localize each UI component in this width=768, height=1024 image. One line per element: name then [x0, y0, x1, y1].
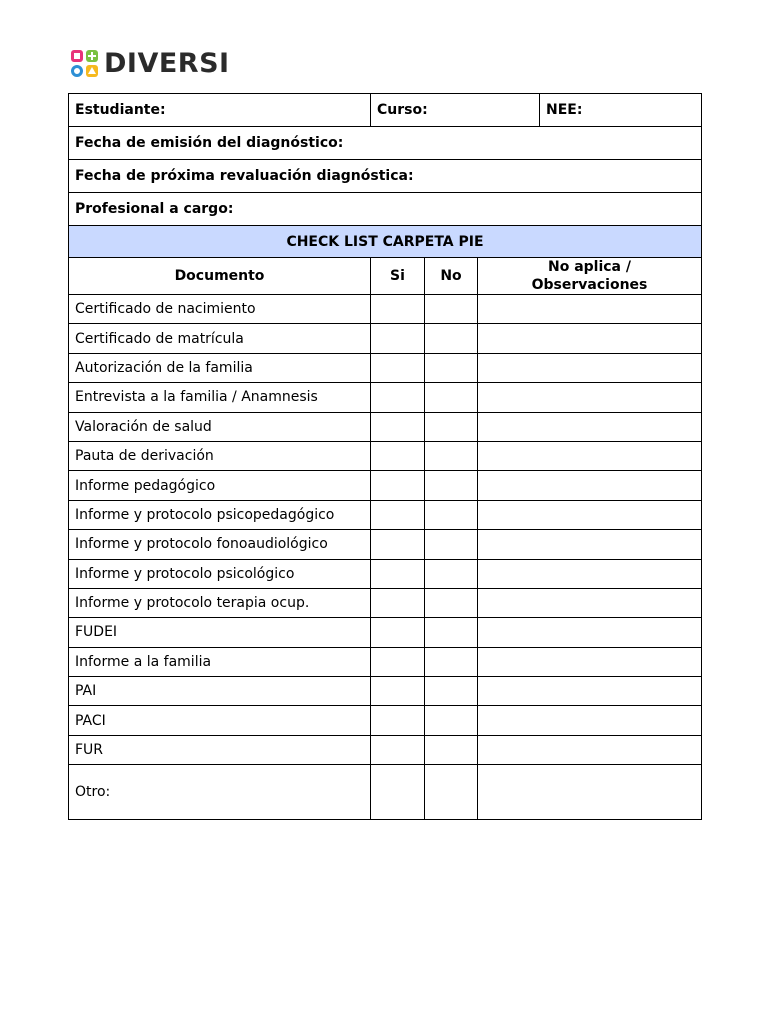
table-row — [69, 324, 702, 353]
fecha-revaluacion-field[interactable]: Fecha de próxima revaluación diagnóstica: — [69, 160, 702, 193]
table-row — [69, 618, 702, 647]
observaciones-cell[interactable] — [478, 706, 702, 735]
document-label: PACI — [69, 706, 371, 735]
no-cell[interactable] — [425, 295, 478, 324]
si-cell[interactable] — [371, 647, 425, 676]
si-cell[interactable] — [371, 412, 425, 441]
column-no: No — [425, 258, 478, 295]
document-label: Otro: — [69, 765, 371, 820]
document-label: PAI — [69, 677, 371, 706]
document-label: Pauta de derivación — [69, 441, 371, 470]
document-label: Informe y protocolo psicopedagógico — [69, 500, 371, 529]
document-label: FUR — [69, 735, 371, 764]
column-no-aplica — [478, 258, 702, 295]
observaciones-cell[interactable] — [478, 500, 702, 529]
si-cell[interactable] — [371, 353, 425, 382]
logo-mark-icon — [70, 48, 101, 79]
si-cell[interactable] — [371, 441, 425, 470]
table-row — [69, 735, 702, 764]
no-cell[interactable] — [425, 471, 478, 500]
document-label: Informe y protocolo terapia ocup. — [69, 588, 371, 617]
observaciones-cell[interactable] — [478, 412, 702, 441]
checklist-form — [68, 93, 702, 820]
table-row — [69, 706, 702, 735]
observaciones-cell[interactable] — [478, 353, 702, 382]
no-cell[interactable] — [425, 500, 478, 529]
si-cell[interactable] — [371, 295, 425, 324]
no-cell[interactable] — [425, 647, 478, 676]
fecha-emision-row — [69, 127, 702, 160]
column-no-aplica-line1: No aplica / — [547, 259, 631, 275]
si-cell[interactable] — [371, 618, 425, 647]
observaciones-cell[interactable] — [478, 441, 702, 470]
table-row — [69, 295, 702, 324]
si-cell[interactable] — [371, 706, 425, 735]
table-row — [69, 353, 702, 382]
document-rows — [69, 295, 702, 820]
no-cell[interactable] — [425, 353, 478, 382]
estudiante-field[interactable]: Estudiante: — [69, 94, 371, 127]
no-cell[interactable] — [425, 383, 478, 412]
document-label: FUDEI — [69, 618, 371, 647]
table-row — [69, 412, 702, 441]
observaciones-cell[interactable] — [478, 530, 702, 559]
document-label: Informe a la familia — [69, 647, 371, 676]
table-row — [69, 588, 702, 617]
si-cell[interactable] — [371, 500, 425, 529]
observaciones-cell[interactable] — [478, 647, 702, 676]
si-cell[interactable] — [371, 588, 425, 617]
profesional-field[interactable]: Profesional a cargo: — [69, 193, 702, 226]
logo-circle-blue — [71, 65, 83, 77]
document-label: Entrevista a la familia / Anamnesis — [69, 383, 371, 412]
document-label: Certificado de matrícula — [69, 324, 371, 353]
table-row — [69, 530, 702, 559]
nee-field[interactable]: NEE: — [540, 94, 702, 127]
profesional-row — [69, 193, 702, 226]
column-header-row — [69, 258, 702, 295]
si-cell[interactable] — [371, 559, 425, 588]
curso-field[interactable]: Curso: — [371, 94, 540, 127]
observaciones-cell[interactable] — [478, 677, 702, 706]
column-documento: Documento — [69, 258, 371, 295]
table-row — [69, 765, 702, 820]
table-row — [69, 441, 702, 470]
si-cell[interactable] — [371, 471, 425, 500]
no-cell[interactable] — [425, 412, 478, 441]
fecha-emision-field[interactable]: Fecha de emisión del diagnóstico: — [69, 127, 702, 160]
si-cell[interactable] — [371, 677, 425, 706]
logo-plus-green — [86, 50, 98, 62]
observaciones-cell[interactable] — [478, 618, 702, 647]
table-row — [69, 383, 702, 412]
no-cell[interactable] — [425, 677, 478, 706]
column-no-aplica-line2: Observaciones — [531, 277, 648, 293]
logo-triangle-yellow — [86, 65, 98, 77]
no-cell[interactable] — [425, 706, 478, 735]
table-row — [69, 500, 702, 529]
observaciones-cell[interactable] — [478, 765, 702, 820]
no-cell[interactable] — [425, 735, 478, 764]
table-row — [69, 677, 702, 706]
no-cell[interactable] — [425, 324, 478, 353]
si-cell[interactable] — [371, 735, 425, 764]
column-si: Si — [371, 258, 425, 295]
document-label: Autorización de la familia — [69, 353, 371, 382]
observaciones-cell[interactable] — [478, 471, 702, 500]
document-label: Certificado de nacimiento — [69, 295, 371, 324]
observaciones-cell[interactable] — [478, 383, 702, 412]
student-row — [69, 94, 702, 127]
table-row — [69, 647, 702, 676]
no-cell[interactable] — [425, 618, 478, 647]
observaciones-cell[interactable] — [478, 735, 702, 764]
logo-text: DIVERSI — [104, 47, 230, 79]
no-cell[interactable] — [425, 559, 478, 588]
si-cell[interactable] — [371, 383, 425, 412]
no-cell[interactable] — [425, 530, 478, 559]
document-label: Valoración de salud — [69, 412, 371, 441]
checklist-title-row — [69, 226, 702, 258]
diversi-logo — [70, 47, 230, 79]
table-row — [69, 471, 702, 500]
si-cell[interactable] — [371, 324, 425, 353]
document-label: Informe y protocolo fonoaudiológico — [69, 530, 371, 559]
no-cell[interactable] — [425, 765, 478, 820]
checklist-title: CHECK LIST CARPETA PIE — [69, 226, 702, 258]
observaciones-cell[interactable] — [478, 324, 702, 353]
document-label: Informe y protocolo psicológico — [69, 559, 371, 588]
si-cell[interactable] — [371, 530, 425, 559]
document-label: Informe pedagógico — [69, 471, 371, 500]
no-cell[interactable] — [425, 588, 478, 617]
fecha-revaluacion-row — [69, 160, 702, 193]
table-row — [69, 559, 702, 588]
logo-square-pink — [71, 50, 83, 62]
observaciones-cell[interactable] — [478, 588, 702, 617]
si-cell[interactable] — [371, 765, 425, 820]
observaciones-cell[interactable] — [478, 559, 702, 588]
no-cell[interactable] — [425, 441, 478, 470]
observaciones-cell[interactable] — [478, 295, 702, 324]
